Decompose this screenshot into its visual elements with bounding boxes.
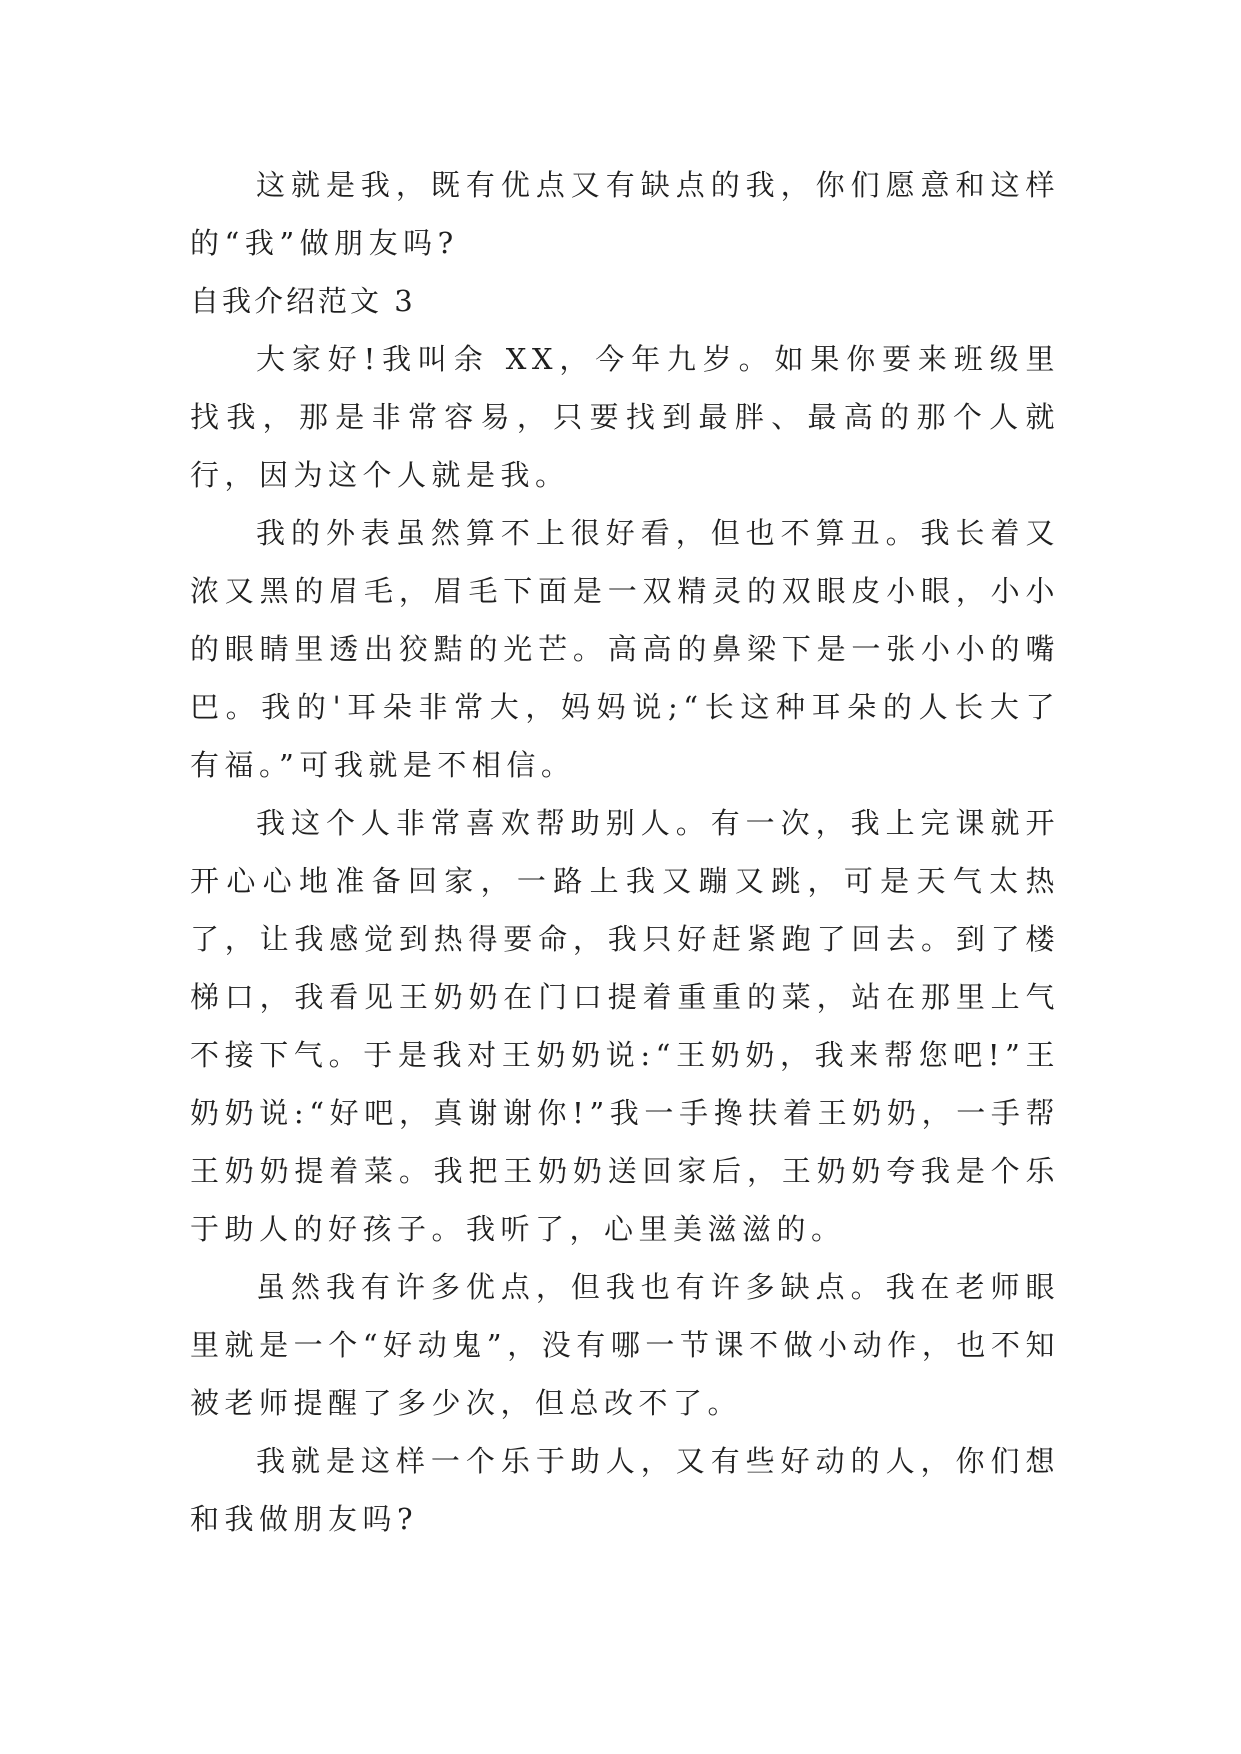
paragraph-3: 我这个人非常喜欢帮助别人。有一次，我上完课就开开心心地准备回家，一路上我又蹦又跳，可是天气太热了，让我感觉到热得要命，我只好赶紧跑了回去。到了楼梯口，我看见王奶奶在门口提着重重的菜，站在那里上气不接下气。于是我对王奶奶说:“王奶奶，我来帮您吧!”王奶奶说:“好吧，真谢谢你!”我一手搀扶着王奶奶，一手帮王奶奶提着菜。我把王奶奶送回家后，王奶奶夸我是个乐于助人的好孩子。我听了，心里美滋滋的。: [190, 806, 1060, 1246]
paragraph-5: 我就是这样一个乐于助人，又有些好动的人，你们想和我做朋友吗?: [190, 1444, 1060, 1536]
document-body: [190, 156, 1060, 1548]
paragraph-4: 虽然我有许多优点，但我也有许多缺点。我在老师眼里就是一个“好动鬼”，没有哪一节课不做小动作，也不知被老师提醒了多少次，但总改不了。: [190, 1270, 1060, 1420]
closing-paragraph-previous: 这就是我，既有优点又有缺点的我，你们愿意和这样的“我”做朋友吗?: [190, 168, 1060, 260]
section-title: 自我介绍范文 3: [190, 284, 416, 318]
paragraph-2: 我的外表虽然算不上很好看，但也不算丑。我长着又浓又黑的眉毛，眉毛下面是一双精灵的双眼皮小眼，小小的眼睛里透出狡黠的光芒。高高的鼻梁下是一张小小的嘴巴。我的'耳朵非常大，妈妈说;“长这种耳朵的人长大了有福。”可我就是不相信。: [190, 516, 1060, 782]
paragraph-1: 大家好!我叫余 XX，今年九岁。如果你要来班级里找我，那是非常容易，只要找到最胖、最高的那个人就行，因为这个人就是我。: [190, 342, 1060, 492]
